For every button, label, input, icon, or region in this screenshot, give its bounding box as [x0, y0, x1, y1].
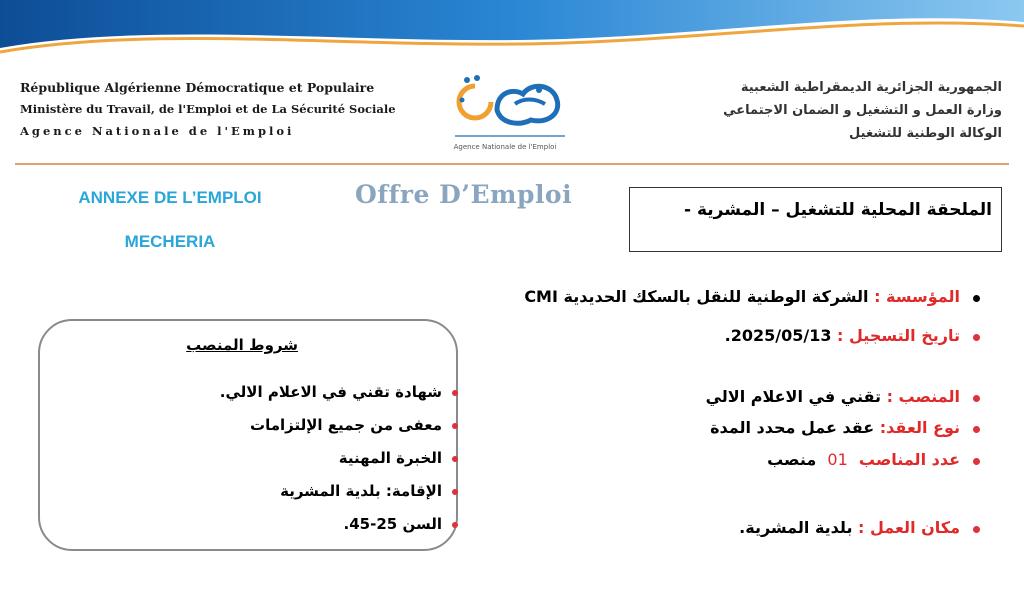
- conditions-title: شروط المنصب: [186, 336, 298, 354]
- detail-place: [739, 518, 982, 537]
- detail-count-unit: منصب: [767, 450, 817, 469]
- header-fr-republic: République Algérienne Démocratique et Populaire: [20, 80, 375, 95]
- local-agency-text: الملحقة المحلية للتشغيل – المشرية -: [684, 200, 992, 220]
- detail-contract: [710, 418, 982, 437]
- annexe-city: MECHERIA: [124, 232, 216, 251]
- header-wave: [0, 0, 1024, 70]
- detail-company-label: المؤسسة :: [874, 287, 960, 306]
- condition-item: الإقامة: بلدية المشرية: [170, 475, 460, 508]
- offer-title: Offre D’Emploi: [355, 180, 573, 209]
- header-ar-agency: الوكالة الوطنية للتشغيل: [849, 126, 1002, 141]
- condition-item: السن 25-45.: [170, 508, 460, 541]
- detail-company: [524, 287, 982, 306]
- detail-position-value: تقني في الاعلام الالي: [705, 387, 881, 406]
- detail-date: [725, 326, 982, 345]
- condition-item: شهادة تقني في الاعلام الالي.: [170, 376, 460, 409]
- header-ar-republic: الجمهورية الجزائرية الديمقراطية الشعبية: [740, 80, 1002, 95]
- detail-position-label: المنصب :: [886, 387, 960, 406]
- detail-place-label: مكان العمل :: [858, 518, 960, 537]
- conditions-list: [170, 376, 460, 541]
- logo-caption: Agence Nationale de l'Emploi: [453, 143, 557, 151]
- condition-item: معفى من جميع الإلتزامات: [170, 409, 460, 442]
- detail-company-value: الشركة الوطنية للنقل بالسكك الحديدية CMI: [524, 287, 869, 306]
- condition-item: الخبرة المهنية: [170, 442, 460, 475]
- header-fr-agency: Agence Nationale de l'Emploi: [20, 124, 295, 138]
- detail-count: [767, 450, 982, 469]
- detail-count-value: 01: [827, 450, 848, 469]
- detail-place-value: بلدية المشرية.: [739, 518, 853, 537]
- annexe-title: ANNEXE DE L’EMPLOI: [78, 188, 262, 207]
- detail-date-value: 2025/05/13.: [724, 326, 832, 345]
- detail-position: [706, 387, 982, 406]
- detail-contract-label: نوع العقد:: [879, 418, 960, 437]
- header-fr-ministry: Ministère du Travail, de l'Emploi et de La Sécurité Sociale: [20, 102, 396, 116]
- detail-count-label: عدد المناصب: [858, 450, 960, 469]
- header-divider: [15, 163, 1009, 165]
- header-ar-ministry: وزارة العمل و التشغيل و الضمان الاجتماعي: [723, 103, 1002, 118]
- detail-date-label: تاريخ التسجيل :: [837, 326, 960, 345]
- detail-contract-value: عقد عمل محدد المدة: [710, 418, 875, 437]
